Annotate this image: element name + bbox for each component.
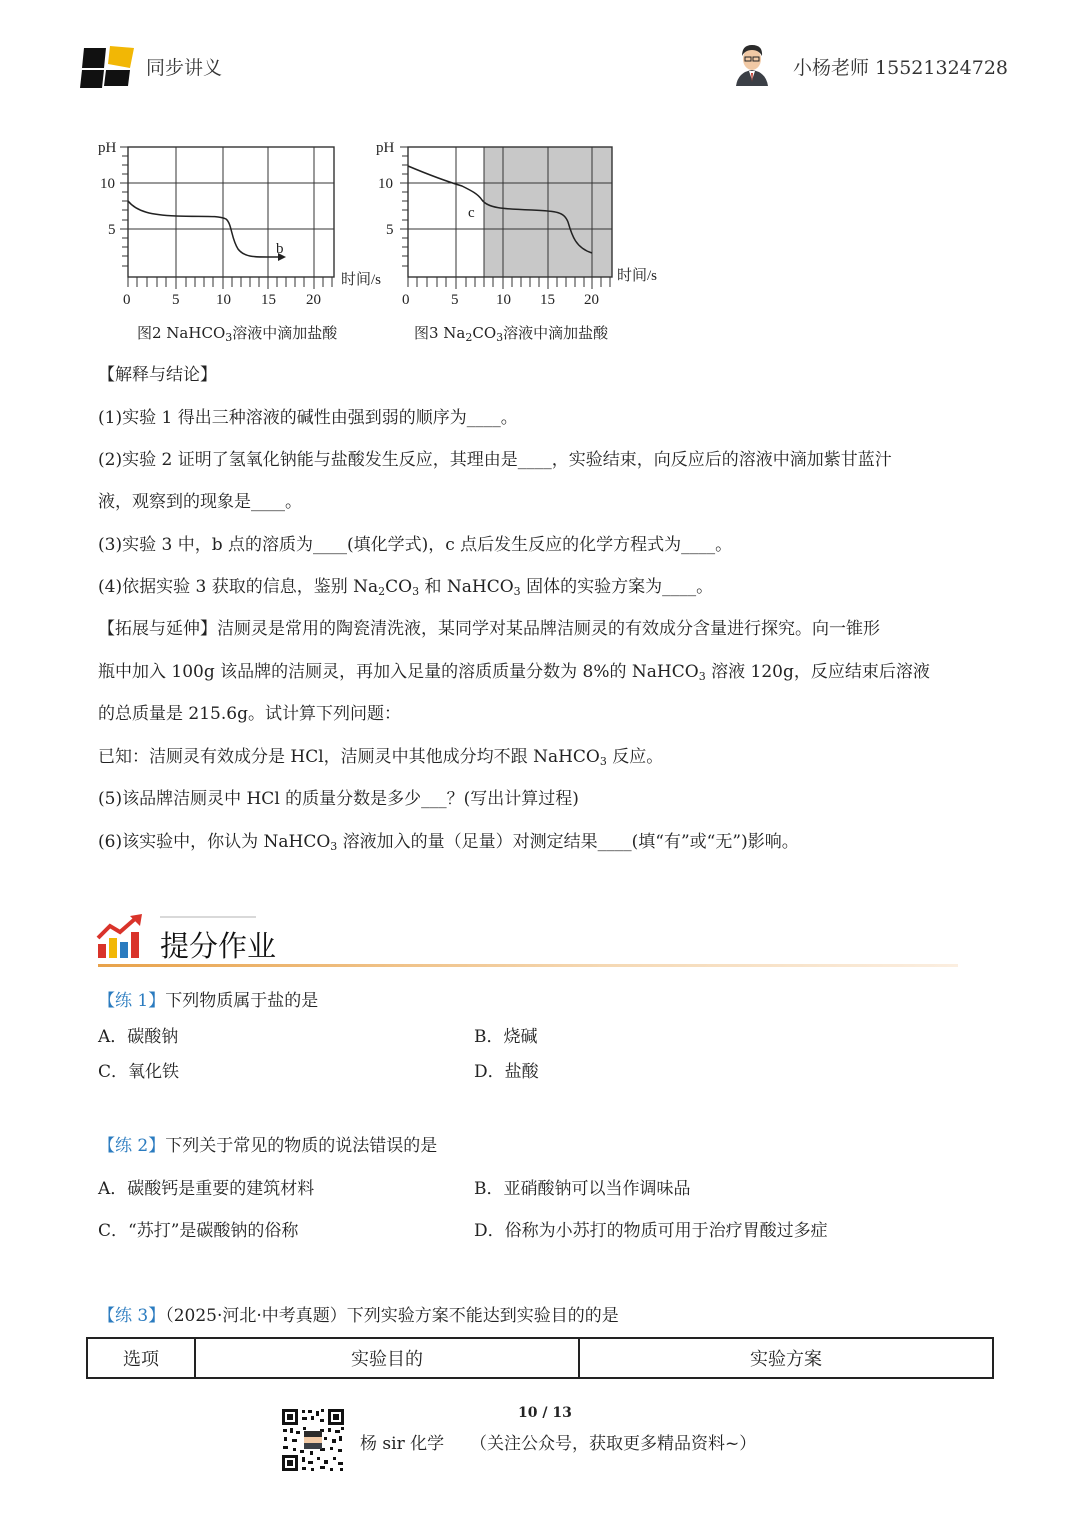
fig2-xtick-20: 20 xyxy=(306,292,321,308)
fig2-xtick-10: 10 xyxy=(216,292,231,308)
question-5: (5)该品牌洁厕灵中 HCl 的质量分数是多少___？(写出计算过程) xyxy=(98,789,579,809)
fig2-point-b: b xyxy=(276,241,284,257)
question-3: (3)实验 3 中，b 点的溶质为____(填化学式)，c 点后发生反应的化学方程式为____。 xyxy=(98,535,733,555)
fig3-xtick-0: 0 xyxy=(402,292,410,308)
fig3-point-c: c xyxy=(468,205,475,221)
fig3-xtick-5: 5 xyxy=(451,292,459,308)
footer-page-number: 10 / 13 xyxy=(518,1405,572,1421)
practice-2-option-c[interactable]: C．“苏打”是碳酸钠的俗称 xyxy=(98,1221,299,1241)
table-header-plan: 实验方案 xyxy=(579,1338,993,1378)
question-6: (6)该实验中，你认为 NaHCO$_3$ 溶液加入的量（足量）对测定结果____(填“有”或“无”)影响。 xyxy=(98,832,799,853)
homework-title-topline xyxy=(160,916,256,918)
homework-title: 提分作业 xyxy=(160,929,277,963)
question-2-line-2: 液，观察到的现象是____。 xyxy=(98,492,302,512)
question-1: (1)实验 1 得出三种溶液的碱性由强到弱的顺序为____。 xyxy=(98,408,518,428)
fig3-xtick-10: 10 xyxy=(496,292,511,308)
fig3-x-label: 时间/s xyxy=(617,268,658,284)
fig2-ytick-10: 10 xyxy=(100,176,115,192)
practice-1-question: 【练 1】下列物质属于盐的是 xyxy=(98,991,319,1011)
teacher-avatar xyxy=(732,40,772,86)
fig2-xtick-15: 15 xyxy=(261,292,276,308)
figure-3-chart xyxy=(372,136,672,311)
fig2-y-label: pH xyxy=(98,140,117,156)
question-4: (4)依据实验 3 获取的信息，鉴别 $Na_2CO_3$ 和 NaHCO$_3$ 固体的实验方案为____。 xyxy=(98,577,714,598)
fig2-xtick-5: 5 xyxy=(172,292,180,308)
fig2-x-label: 时间/s xyxy=(341,272,382,288)
fig3-y-label: pH xyxy=(376,140,395,156)
figure-2-chart xyxy=(92,136,392,311)
practice-1-option-c[interactable]: C．氧化铁 xyxy=(98,1062,180,1082)
fig3-ytick-10: 10 xyxy=(378,176,393,192)
practice-1-option-b[interactable]: B．烧碱 xyxy=(474,1027,538,1047)
practice-2-option-a[interactable]: A．碳酸钙是重要的建筑材料 xyxy=(98,1179,315,1199)
fig3-xtick-20: 20 xyxy=(584,292,599,308)
fig2-ytick-5: 5 xyxy=(108,222,116,238)
header-logo xyxy=(80,44,136,88)
fig3-ytick-5: 5 xyxy=(386,222,394,238)
homework-underline xyxy=(98,964,958,967)
fig3-xtick-15: 15 xyxy=(540,292,555,308)
footer-brand: 杨 sir 化学 xyxy=(360,1434,445,1454)
footer-qr-code xyxy=(280,1407,346,1473)
practice-1-option-a[interactable]: A．碳酸钠 xyxy=(98,1027,179,1047)
fig2-xtick-0: 0 xyxy=(123,292,131,308)
table-header-option: 选项 xyxy=(87,1338,195,1378)
question-2-line-1: (2)实验 2 证明了氢氧化钠能与盐酸发生反应，其理由是____，实验结束，向反应后的溶液中滴加紫甘蓝汁 xyxy=(98,450,892,470)
homework-chart-icon xyxy=(96,912,146,960)
extension-known: 已知：洁厕灵有效成分是 HCl，洁厕灵中其他成分均不跟 NaHCO$_3$ 反应。 xyxy=(98,747,664,768)
table-header-row xyxy=(87,1338,993,1378)
practice-2-question: 【练 2】下列关于常见的物质的说法错误的是 xyxy=(98,1136,438,1156)
conclusion-title: 【解释与结论】 xyxy=(98,365,217,385)
practice-2-option-d[interactable]: D．俗称为小苏打的物质可用于治疗胃酸过多症 xyxy=(474,1221,828,1241)
table-header-purpose: 实验目的 xyxy=(195,1338,579,1378)
practice-2-option-b[interactable]: B．亚硝酸钠可以当作调味品 xyxy=(474,1179,691,1199)
header-teacher: 小杨老师 15521324728 xyxy=(793,57,1009,79)
figure-2-caption: 图2 NaHCO$_3$溶液中滴加盐酸 xyxy=(137,324,338,344)
practice-3-table xyxy=(86,1337,994,1379)
header-brand: 同步讲义 xyxy=(146,57,223,79)
extension-para-1: 【拓展与延伸】洁厕灵是常用的陶瓷清洗液，某同学对某品牌洁厕灵的有效成分含量进行探究。向一锥形 xyxy=(98,619,880,639)
practice-3-question: 【练 3】（2025·河北·中考真题）下列实验方案不能达到实验目的的是 xyxy=(98,1306,619,1326)
figure-3-caption: 图3 $Na_2CO_3$溶液中滴加盐酸 xyxy=(414,324,609,344)
practice-1-option-d[interactable]: D．盐酸 xyxy=(474,1062,539,1082)
extension-para-3: 的总质量是 215.6g。试计算下列问题： xyxy=(98,704,401,724)
extension-para-2: 瓶中加入 100g 该品牌的洁厕灵，再加入足量的溶质质量分数为 8%的 NaHCO$_3$ 溶液 120g，反应结束后溶液 xyxy=(98,662,930,683)
footer-note: （关注公众号，获取更多精品资料~） xyxy=(470,1434,757,1454)
